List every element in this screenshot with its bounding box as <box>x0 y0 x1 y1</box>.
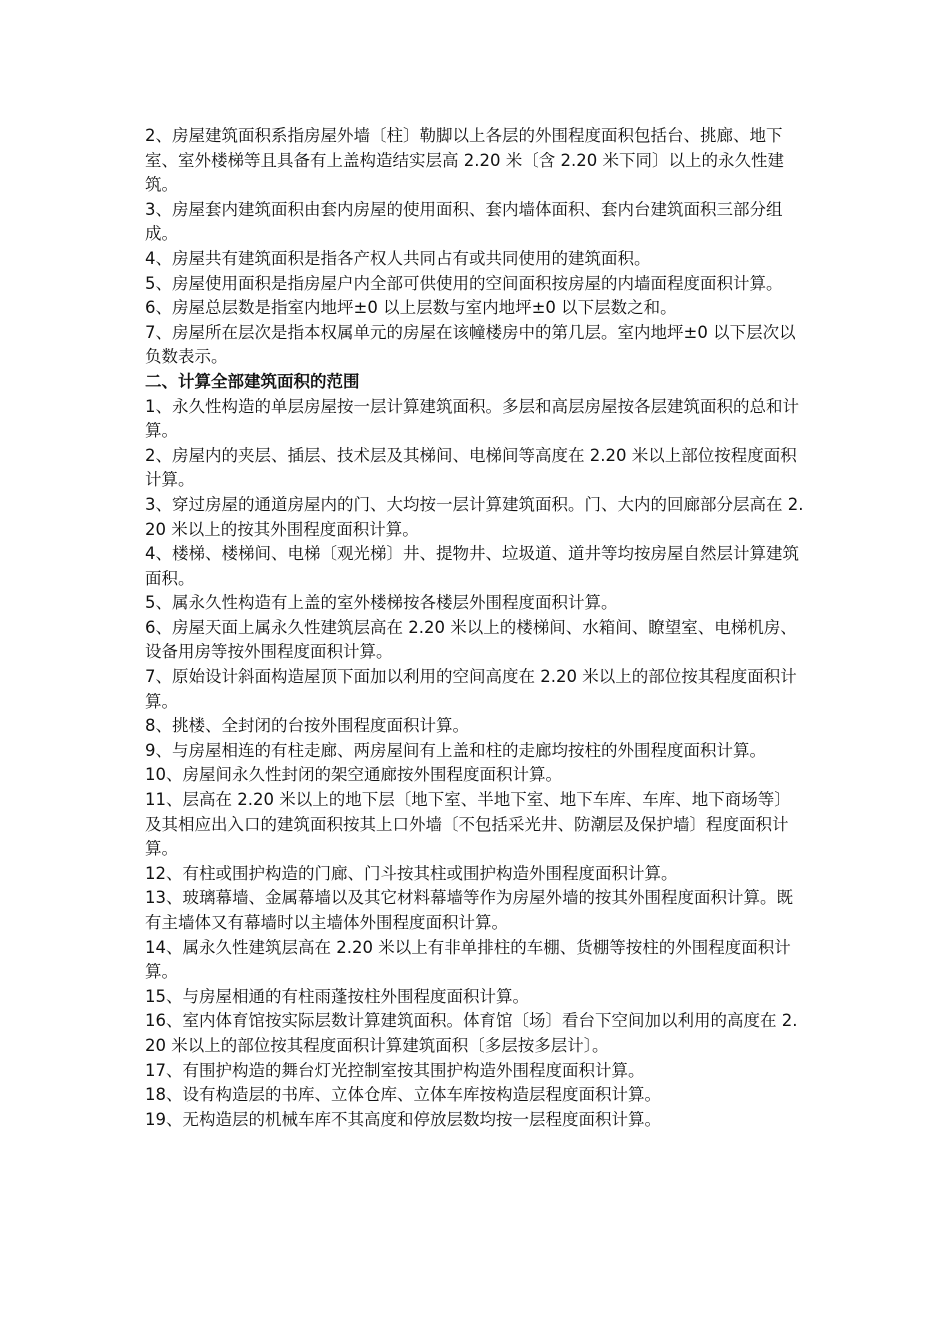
list-item: 4、楼梯、楼梯间、电梯〔观光梯〕井、提物井、垃圾道、道井等均按房屋自然层计算建筑面积。 <box>145 544 799 588</box>
list-item: 17、有围护构造的舞台灯光控制室按其围护构造外围程度面积计算。 <box>145 1060 645 1080</box>
list-item: 9、与房屋相连的有柱走廊、两房屋间有上盖和柱的走廊均按柱的外围程度面积计算。 <box>145 740 766 760</box>
list-item: 10、房屋间永久性封闭的架空通廊按外围程度面积计算。 <box>145 765 562 785</box>
paragraph-5: 5、房屋使用面积是指房屋户内全部可供使用的空间面积按房屋的内墙面程度面积计算。 <box>145 273 783 293</box>
list-item: 8、挑楼、全封闭的台按外围程度面积计算。 <box>145 716 469 736</box>
list-item: 13、玻璃幕墙、金属幕墙以及其它材料幕墙等作为房屋外墙的按其外围程度面积计算。既有主墙体又有幕墙时以主墙体外围程度面积计算。 <box>145 888 793 932</box>
list-item: 18、设有构造层的书库、立体仓库、立体车库按构造层程度面积计算。 <box>145 1085 661 1105</box>
document-body <box>145 124 807 1132</box>
list-item: 1、永久性构造的单层房屋按一层计算建筑面积。多层和高层房屋按各层建筑面积的总和计算。 <box>145 396 799 441</box>
paragraph-3: 3、房屋套内建筑面积由套内房屋的使用面积、套内墙体面积、套内台建筑面积三部分组成。 <box>145 199 783 244</box>
paragraph-4: 4、房屋共有建筑面积是指各产权人共同占有或共同使用的建筑面积。 <box>145 248 651 268</box>
list-item: 11、层高在 2.20 米以上的地下层〔地下室、半地下室、地下车库、车库、地下商场等〕及其相应出入口的建筑面积按其上口外墙〔不包括采光井、防潮层及保护墙〕程度面积计算。 <box>145 790 791 859</box>
paragraph-2: 2、房屋建筑面积系指房屋外墙〔柱〕勒脚以上各层的外围程度面积包括台、挑廊、地下室、室外楼梯等且具备有上盖构造结实层高 2.20 米〔含 2.20 米下同〕以上的永久性建筑。 <box>145 126 784 195</box>
list-item: 16、室内体育馆按实际层数计算建筑面积。体育馆〔场〕看台下空间加以利用的高度在 2.20 米以上的部位按其程度面积计算建筑面积〔多层按多层计〕。 <box>145 1011 798 1055</box>
list-item: 7、原始设计斜面构造屋顶下面加以利用的空间高度在 2.20 米以上的部位按其程度面积计算。 <box>145 667 797 711</box>
list-item: 6、房屋天面上属永久性建筑层高在 2.20 米以上的楼梯间、水箱间、瞭望室、电梯机房、设备用房等按外围程度面积计算。 <box>145 617 797 662</box>
list-item: 3、穿过房屋的通道房屋内的门、大均按一层计算建筑面积。门、大内的回廊部分层高在 2.20 米以上的按其外围程度面积计算。 <box>145 494 804 539</box>
list-item: 5、属永久性构造有上盖的室外楼梯按各楼层外围程度面积计算。 <box>145 593 618 613</box>
paragraph-7: 7、房屋所在层次是指本权属单元的房屋在该幢楼房中的第几层。室内地坪±0 以下层次以负数表示。 <box>145 322 796 367</box>
paragraph-6: 6、房屋总层数是指室内地坪±0 以上层数与室内地坪±0 以下层数之和。 <box>145 298 677 318</box>
section-heading: 二、计算全部建筑面积的范围 <box>145 371 360 391</box>
list-item: 19、无构造层的机械车库不其高度和停放层数均按一层程度面积计算。 <box>145 1109 661 1129</box>
list-item: 12、有柱或围护构造的门廊、门斗按其柱或围护构造外围程度面积计算。 <box>145 863 678 883</box>
list-item: 2、房屋内的夹层、插层、技术层及其梯间、电梯间等高度在 2.20 米以上部位按程度面积计算。 <box>145 445 797 490</box>
list-item: 15、与房屋相通的有柱雨蓬按柱外围程度面积计算。 <box>145 986 529 1006</box>
list-item: 14、属永久性建筑层高在 2.20 米以上有非单排柱的车棚、货棚等按柱的外围程度面积计算。 <box>145 937 791 982</box>
